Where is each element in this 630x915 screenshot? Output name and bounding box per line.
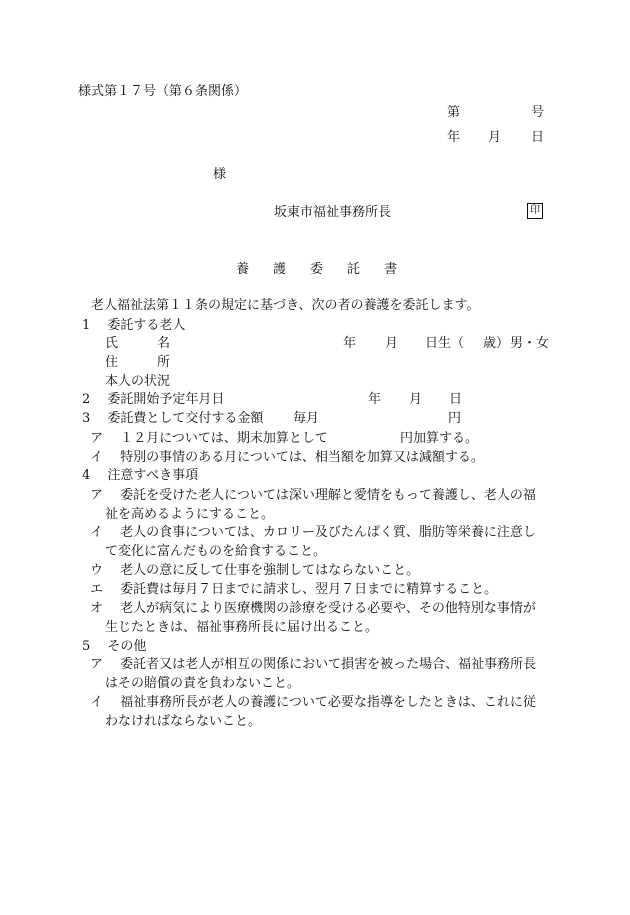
name-label: 氏 名 <box>105 336 171 351</box>
section-5-item-a: ア 委託者又は老人が相互の関係において損害を被った場合、福祉事務所長 <box>90 657 537 672</box>
status-label: 本人の状況 <box>105 374 171 389</box>
date-year: 年 <box>447 130 461 145</box>
address-label: 住 所 <box>105 355 171 370</box>
birth-year: 年 <box>343 336 357 351</box>
section-5-heading: 5 その他 <box>82 639 147 654</box>
section-5-item-b: イ 福祉事務所長が老人の養護について必要な指導をしたときは、これに従 <box>90 695 536 710</box>
title-char: 養 <box>236 262 250 277</box>
age-label: 歳） <box>483 336 510 351</box>
monthly-label: 毎月 <box>293 411 320 426</box>
issuer-name: 坂東市福祉事務所長 <box>274 205 392 220</box>
section-4-item-b: イ 老人の食事については、カロリー及びたんぱく質、脂肪等栄養に注意し <box>90 525 536 540</box>
form-header: 様式第１７号（第６条関係） <box>78 84 248 99</box>
section-3-item-b: イ 特別の事情のある月については、相当額を加算又は減額する。 <box>90 450 484 465</box>
section-4-item-d: エ 委託費は毎月７日までに請求し、翌月７日までに精算すること。 <box>90 582 498 597</box>
seal-mark: 印 <box>527 203 543 219</box>
number-label-suffix: 号 <box>531 105 545 120</box>
yen-label: 円 <box>448 411 462 426</box>
title-char: 護 <box>273 262 287 277</box>
section-4-item-c: ウ 老人の意に反して仕事を強制してはならないこと。 <box>90 563 420 578</box>
title-char: 書 <box>384 262 398 277</box>
section-4-item-a-cont: 祉を高めるようにすること。 <box>105 507 275 522</box>
section-4-item-a: ア 委託を受けた老人については深い理解と愛情をもって養護し、老人の福 <box>90 488 536 503</box>
number-label-prefix: 第 <box>447 105 461 120</box>
date-day: 日 <box>531 130 545 145</box>
birth-day: 日生（ <box>425 336 465 351</box>
title-char: 託 <box>347 262 361 277</box>
start-month: 月 <box>409 392 423 407</box>
section-3-heading: 3 委託費として交付する金額 <box>82 411 264 426</box>
start-year: 年 <box>368 392 382 407</box>
title-char: 委 <box>310 262 324 277</box>
section-4-heading: 4 注意すべき事項 <box>82 468 199 483</box>
birth-month: 月 <box>385 336 399 351</box>
section-5-item-b-cont: わなければならないこと。 <box>105 714 262 729</box>
intro-text: 老人福祉法第１１条の規定に基づき、次の者の養護を委託します。 <box>91 298 480 313</box>
document-title <box>236 262 421 278</box>
section-3-item-a: ア １２月については、期末加算として <box>90 431 328 446</box>
section-3-item-a-suffix: 円加算する。 <box>400 431 479 446</box>
start-day: 日 <box>449 392 463 407</box>
section-2-heading: 2 委託開始予定年月日 <box>82 392 225 407</box>
section-4-item-b-cont: て変化に富んだものを給食すること。 <box>105 544 327 559</box>
addressee-suffix: 様 <box>213 167 227 182</box>
date-month: 月 <box>488 130 502 145</box>
section-1-heading: 1 委託する老人 <box>82 318 186 333</box>
sex-options: 男・女 <box>510 336 550 351</box>
section-4-item-e: オ 老人が病気により医療機関の診療を受ける必要や、その他特別な事情が <box>90 601 536 616</box>
section-5-item-a-cont: はその賠償の責を負わないこと。 <box>105 676 301 691</box>
section-4-item-e-cont: 生じたときは、福祉事務所長に届け出ること。 <box>105 620 379 635</box>
